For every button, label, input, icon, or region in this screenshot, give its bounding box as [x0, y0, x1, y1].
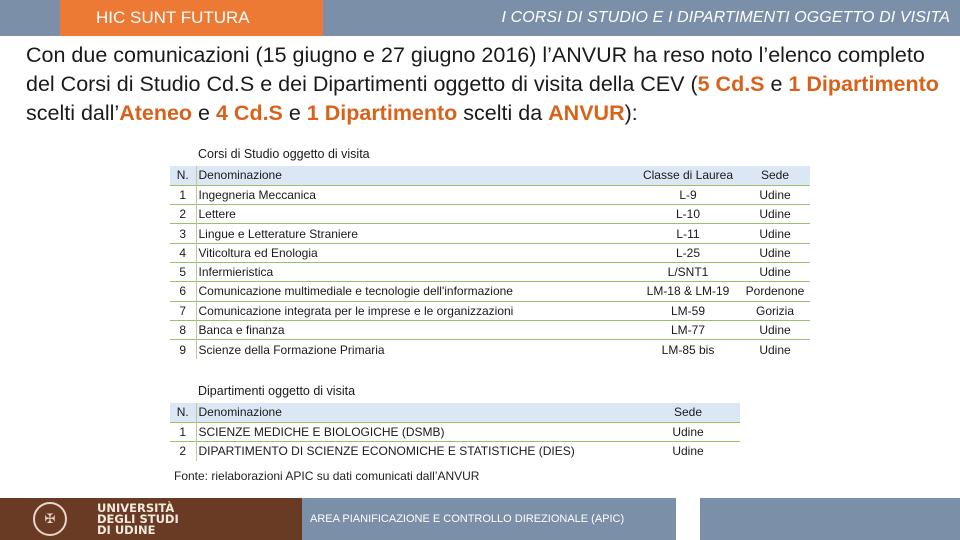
table-row [170, 442, 740, 461]
table-header-row [170, 403, 740, 422]
cell-seat: Udine [740, 205, 810, 224]
cell-n: 5 [170, 262, 196, 281]
cell-seat: Udine [636, 422, 740, 441]
cell-n: 4 [170, 243, 196, 262]
header-left-block [0, 0, 60, 36]
cell-n: 6 [170, 282, 196, 301]
cell-name: Ingegneria Meccanica [196, 185, 636, 204]
cell-class: L-9 [636, 185, 740, 204]
intro-highlight: 1 Dipartimento [788, 72, 939, 96]
cell-seat: Udine [636, 442, 740, 461]
column-header-name: Denominazione [196, 403, 636, 422]
header-tagline: HIC SUNT FUTURA [60, 0, 323, 36]
departments-caption: Dipartimenti oggetto di visita [198, 384, 356, 398]
cell-n: 7 [170, 301, 196, 320]
cell-seat: Gorizia [740, 301, 810, 320]
university-name-line: UNIVERSITÀ [97, 500, 175, 515]
table-row [170, 185, 810, 204]
cell-n: 9 [170, 340, 196, 359]
footer-department-label: AREA PIANIFICAZIONE E CONTROLLO DIREZIONALE (APIC) [302, 498, 676, 540]
intro-text: e [764, 72, 789, 96]
cell-n: 2 [170, 442, 196, 461]
cell-seat: Udine [740, 340, 810, 359]
cell-n: 8 [170, 320, 196, 339]
departments-table [170, 403, 740, 461]
table-row [170, 243, 810, 262]
intro-highlight: 1 Dipartimento [306, 101, 458, 125]
slide-header [0, 0, 960, 36]
cell-class: LM-85 bis [636, 340, 740, 359]
cell-name: Comunicazione integrata per le imprese e le organizzazioni [196, 301, 636, 320]
university-name-line: DEGLI STUDI [97, 511, 179, 526]
table-row [170, 320, 810, 339]
courses-caption: Corsi di Studio oggetto di visita [198, 147, 370, 161]
column-header-seat: Sede [636, 403, 740, 422]
cell-n: 3 [170, 224, 196, 243]
cell-class: LM-59 [636, 301, 740, 320]
column-header-n: N. [170, 403, 196, 422]
intro-text: Con due comunicazioni (15 giugno e 27 giugno 2016) l’ANVUR ha reso noto l’elenco completo del Corsi di Studio Cd.S e dei Dipartimenti oggetto di visita della CEV ( [26, 43, 925, 96]
intro-text: ): [624, 101, 638, 125]
intro-highlight: Ateneo [119, 101, 193, 125]
university-name-line: DI UDINE [97, 522, 156, 537]
cell-seat: Udine [740, 224, 810, 243]
cell-name: Infermieristica [196, 262, 636, 281]
table-row [170, 340, 810, 359]
intro-highlight: ANVUR [548, 101, 625, 125]
table-row [170, 422, 740, 441]
intro-text: scelti dall’ [26, 101, 120, 125]
cell-name: Scienze della Formazione Primaria [196, 340, 636, 359]
cell-seat: Udine [740, 185, 810, 204]
cell-name: Viticoltura ed Enologia [196, 243, 636, 262]
cell-class: LM-18 & LM-19 [636, 282, 740, 301]
cell-class: L-11 [636, 224, 740, 243]
table-row [170, 224, 810, 243]
footer-right-bar [700, 498, 960, 540]
cell-seat: Udine [740, 243, 810, 262]
university-seal-icon: ✠ [33, 502, 67, 536]
cell-class: L-25 [636, 243, 740, 262]
cell-seat: Pordenone [740, 282, 810, 301]
column-header-n: N. [170, 166, 196, 185]
intro-paragraph [26, 41, 946, 128]
table-header-row [170, 166, 810, 185]
intro-text: e [192, 101, 216, 125]
cell-name: Lettere [196, 205, 636, 224]
cell-seat: Udine [740, 320, 810, 339]
table-row [170, 262, 810, 281]
intro-text: scelti da [457, 101, 549, 125]
source-note: Fonte: rielaborazioni APIC su dati comunicati dall’ANVUR [174, 469, 480, 483]
intro-highlight: 4 Cd.S [215, 101, 283, 125]
cell-name: Comunicazione multimediale e tecnologie dell'informazione [196, 282, 636, 301]
cell-class: L-10 [636, 205, 740, 224]
column-header-name: Denominazione [196, 166, 636, 185]
cell-name: SCIENZE MEDICHE E BIOLOGICHE (DSMB) [196, 422, 636, 441]
cell-name: DIPARTIMENTO DI SCIENZE ECONOMICHE E STATISTICHE (DIES) [196, 442, 636, 461]
cell-class: LM-77 [636, 320, 740, 339]
slide-title: I CORSI DI STUDIO E I DIPARTIMENTI OGGETTO DI VISITA [323, 0, 960, 36]
column-header-class: Classe di Laurea [636, 166, 740, 185]
cell-n: 1 [170, 422, 196, 441]
cell-seat: Udine [740, 262, 810, 281]
table-row [170, 301, 810, 320]
cell-name: Lingue e Letterature Straniere [196, 224, 636, 243]
cell-class: L/SNT1 [636, 262, 740, 281]
cell-name: Banca e finanza [196, 320, 636, 339]
cell-n: 1 [170, 185, 196, 204]
column-header-seat: Sede [740, 166, 810, 185]
intro-highlight: 5 Cd.S [697, 72, 765, 96]
table-row [170, 282, 810, 301]
cell-n: 2 [170, 205, 196, 224]
university-name [97, 500, 179, 537]
table-row [170, 205, 810, 224]
university-logo [0, 498, 302, 540]
courses-table [170, 166, 810, 359]
intro-text: e [282, 101, 307, 125]
